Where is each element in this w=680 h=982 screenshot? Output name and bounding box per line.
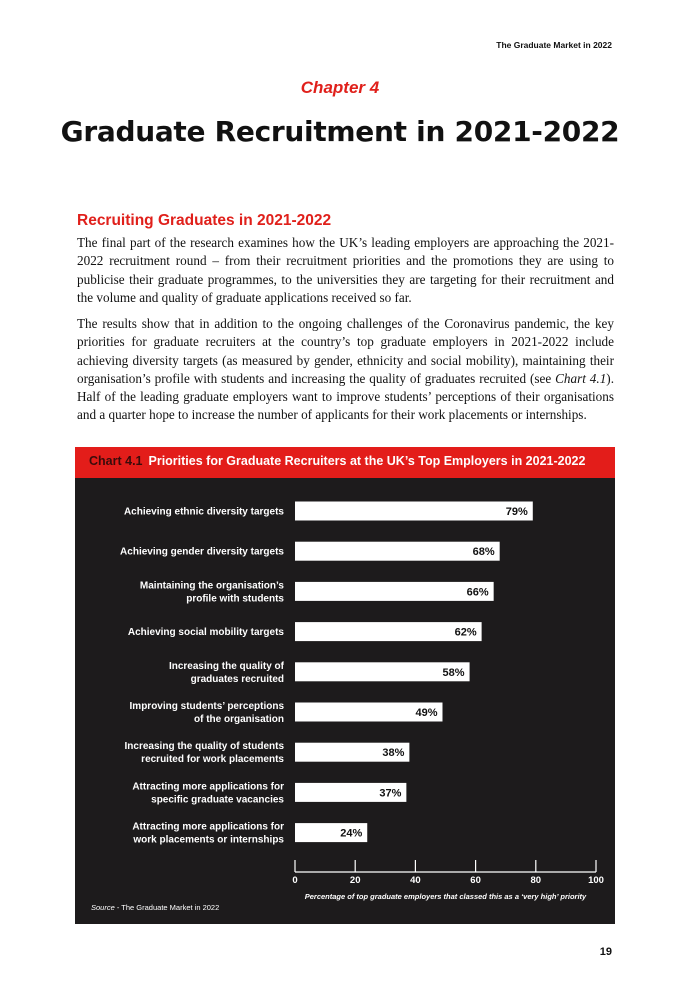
- x-tick-label-40: 40: [410, 875, 421, 886]
- category-label-1: Achieving ethnic diversity targets: [123, 506, 284, 518]
- chart-number: Chart 4.1: [89, 454, 143, 468]
- page-title: Graduate Recruitment in 2021-2022: [60, 115, 620, 148]
- paragraph-results-part2: ). Half of the leading graduate employers want to improve students’ perceptions of their organisations and a quarter hope to increase the number of applicants for their work placements or internships.: [77, 370, 614, 423]
- category-label-3: Maintaining the organisation’s profile with students: [139, 580, 284, 605]
- x-tick-label-100: 100: [588, 875, 604, 886]
- source-text: - The Graduate Market in 2022: [114, 903, 220, 912]
- x-axis-label: Percentage of top graduate employers that classed this as a ‘very high’ priority: [304, 892, 587, 901]
- x-tick-label-20: 20: [349, 875, 361, 886]
- source-label: Source: [91, 903, 115, 912]
- category-label-5: Increasing the quality of graduates recruited: [168, 660, 284, 685]
- bar-value-2: 68%: [472, 546, 495, 559]
- bar-value-4: 62%: [454, 626, 477, 639]
- category-label-4: Achieving social mobility targets: [127, 627, 284, 639]
- running-head: The Graduate Market in 2022: [496, 40, 612, 50]
- paragraph-results-part1: The results show that in addition to the ongoing challenges of the Coronavirus pandemic, the key priorities for graduate recruiters at the country’s top graduate employers in 2021-2022 include achieving diversity targets (as measured by gender, ethnicity and social mobility), maintaining their organisation’s profile with students and increasing the quality of graduates recruited (see: [77, 316, 614, 386]
- chart-reference: Chart 4.1: [555, 370, 607, 386]
- paragraph-intro: The final part of the research examines how the UK’s leading employers are approaching the 2021-2022 recruitment round – from their recruitment priorities and the promotions they are using to publicise their graduate programmes, to the universities they are targeting for their recruitment and the volume and quality of graduate applications received so far.: [77, 235, 614, 305]
- chart-source: [91, 903, 219, 912]
- bar-chart: [75, 447, 615, 924]
- category-label-6: Improving students’ perceptions of the organisation: [129, 701, 284, 725]
- bar-value-8: 37%: [379, 787, 402, 800]
- x-tick-label-0: 0: [292, 875, 298, 886]
- category-label-8: Attracting more applications for specific graduate vacancies: [132, 781, 284, 806]
- bar-value-1: 79%: [505, 506, 528, 518]
- bar-value-7: 38%: [382, 747, 405, 760]
- chart-title: Priorities for Graduate Recruiters at the UK’s Top Employers in 2021-2022: [148, 454, 586, 468]
- chart-panel: [75, 447, 615, 924]
- section-heading: Recruiting Graduates in 2021-2022: [77, 212, 332, 229]
- category-label-7: Increasing the quality of students recruited for work placements: [124, 741, 284, 766]
- page-number: 19: [599, 946, 612, 958]
- paragraph-results: [77, 315, 614, 425]
- bar-value-5: 58%: [442, 666, 465, 679]
- category-label-9: Attracting more applications for work placements or internships: [132, 821, 284, 846]
- category-label-2: Achieving gender diversity targets: [120, 546, 284, 558]
- bar-3: [295, 582, 494, 601]
- bar-value-3: 66%: [466, 586, 489, 599]
- x-tick-label-80: 80: [530, 875, 542, 886]
- bar-value-9: 24%: [340, 827, 363, 840]
- x-tick-label-60: 60: [470, 875, 481, 886]
- bar-1: [295, 502, 533, 521]
- bar-value-6: 49%: [415, 707, 438, 719]
- chapter-label: Chapter 4: [300, 78, 380, 97]
- bar-2: [295, 542, 500, 561]
